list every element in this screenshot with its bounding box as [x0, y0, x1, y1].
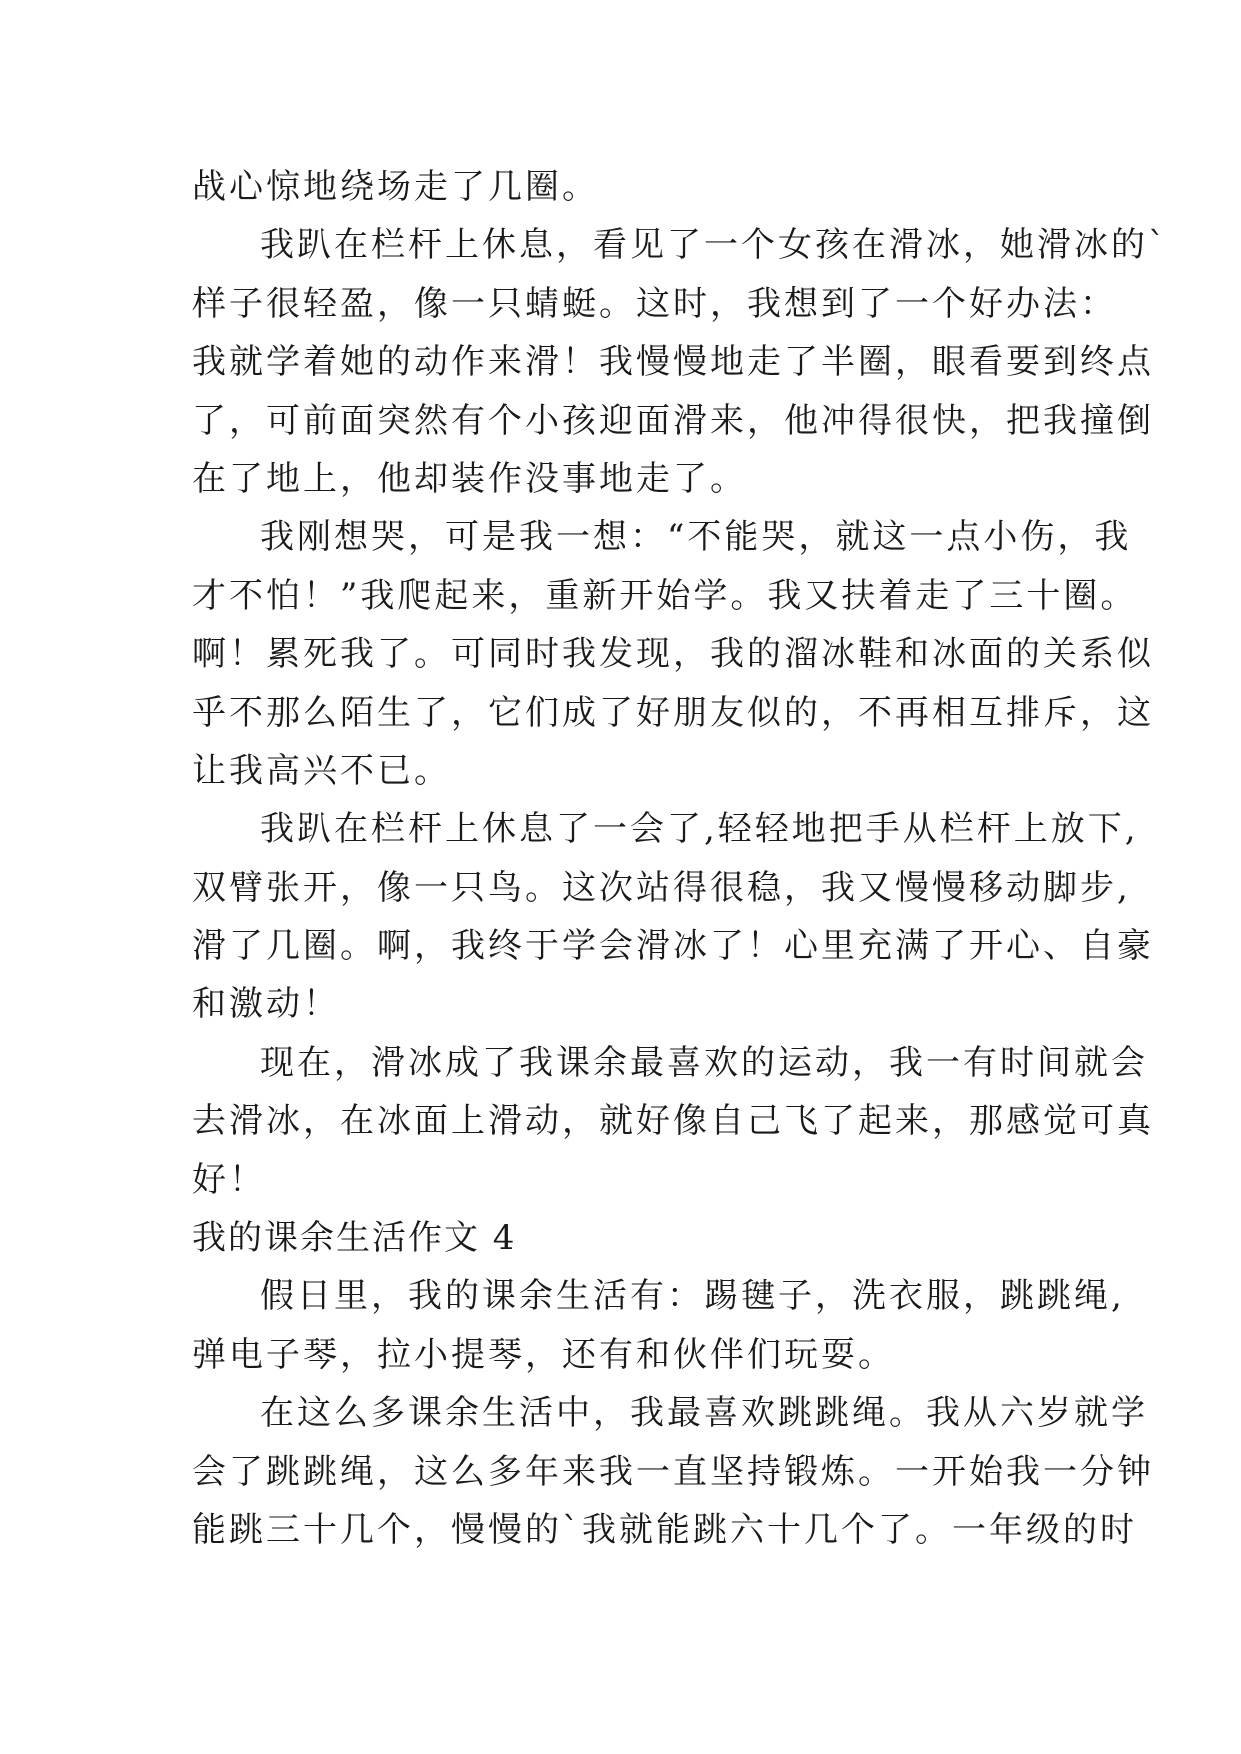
text-line: 才不怕！”我爬起来，重新开始学。我又扶着走了三十圈。 [192, 575, 1138, 616]
paragraph-start-line: 我趴在栏杆上休息了一会了,轻轻地把手从栏杆上放下, [260, 809, 1139, 850]
text-line: 会了跳跳绳，这么多年来我一直坚持锻炼。一开始我一分钟 [192, 1451, 1154, 1492]
paragraph-start-line: 我刚想哭，可是我一想：“不能哭，就这一点小伤，我 [260, 517, 1132, 558]
text-line: 弹电子琴，拉小提琴，还有和伙伴们玩耍。 [192, 1334, 895, 1375]
essay-body [192, 158, 1168, 1559]
text-line: 滑了几圈。啊，我终于学会滑冰了！心里充满了开心、自豪 [192, 926, 1154, 967]
text-line: 能跳三十几个，慢慢的`我就能跳六十几个了。一年级的时 [192, 1509, 1137, 1550]
text-line: 样子很轻盈，像一只蜻蜓。这时，我想到了一个好办法： [192, 283, 1117, 324]
paragraph-start-line: 我趴在栏杆上休息，看见了一个女孩在滑冰，她滑冰的` [260, 225, 1168, 266]
paragraph-start-line: 现在，滑冰成了我课余最喜欢的运动，我一有时间就会 [260, 1042, 1148, 1083]
text-line: 好！ [192, 1159, 266, 1200]
text-line: 去滑冰，在冰面上滑动，就好像自己飞了起来，那感觉可真 [192, 1101, 1154, 1142]
text-line: 让我高兴不已。 [192, 750, 451, 791]
section-heading: 我的课余生活作文 4 [192, 1218, 517, 1259]
text-line: 战心惊地绕场走了几圈。 [192, 167, 599, 207]
text-line: 在了地上，他却装作没事地走了。 [192, 458, 747, 499]
text-line: 我就学着她的动作来滑！我慢慢地走了半圈，眼看要到终点 [192, 342, 1154, 383]
text-line: 了，可前面突然有个小孩迎面滑来，他冲得很快，把我撞倒 [192, 400, 1154, 441]
text-line: 啊！累死我了。可同时我发现，我的溜冰鞋和冰面的关系似 [192, 634, 1154, 675]
text-line: 乎不那么陌生了，它们成了好朋友似的，不再相互排斥，这 [192, 692, 1154, 733]
paragraph-start-line: 假日里，我的课余生活有：踢毽子，洗衣服，跳跳绳, [260, 1276, 1125, 1317]
text-line: 和激动！ [192, 984, 340, 1025]
text-line: 双臂张开，像一只鸟。这次站得很稳，我又慢慢移动脚步, [192, 867, 1131, 908]
paragraph-start-line: 在这么多课余生活中，我最喜欢跳跳绳。我从六岁就学 [260, 1393, 1148, 1434]
